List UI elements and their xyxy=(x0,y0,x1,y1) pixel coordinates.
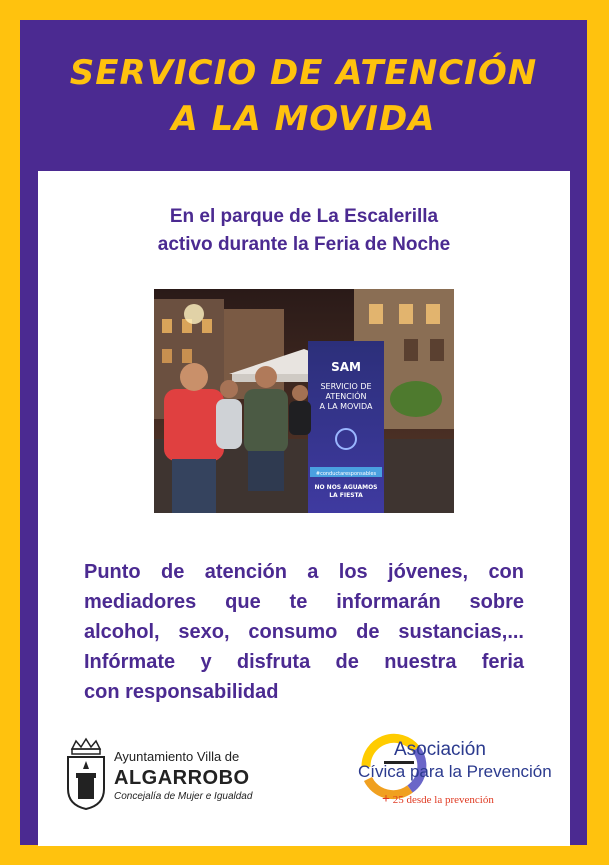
poster-title xyxy=(20,50,587,142)
banner-slogan-1: NO NOS AGUAMOS xyxy=(314,484,378,491)
asociacion-line-2: Cívica para la Prevención xyxy=(358,762,552,781)
subtitle-line-2: activo durante la Feria de Noche xyxy=(157,234,451,255)
location-subtitle xyxy=(38,203,570,259)
title-line-1: SERVICIO DE ATENCIÓN xyxy=(69,53,538,93)
asociacion-tagline xyxy=(382,792,494,808)
service-description xyxy=(84,557,524,707)
title-line-2: A LA MOVIDA xyxy=(171,99,436,139)
description-line-3: alcohol, sexo, consumo de sustancias,... xyxy=(84,621,524,643)
banner-logo: SAM xyxy=(331,360,361,374)
crest-icon xyxy=(64,737,108,811)
subtitle-line-1: En el parque de La Escalerilla xyxy=(169,206,439,227)
banner-title-1: SERVICIO DE xyxy=(320,382,372,391)
description-line-2: mediadores que te informarán sobre xyxy=(84,591,524,613)
ayuntamiento-name: ALGARROBO xyxy=(114,767,250,789)
content-panel xyxy=(38,171,570,846)
asociacion-logo xyxy=(354,727,554,822)
description-line-5: con responsabilidad xyxy=(84,681,279,703)
asociacion-line-1: Asociación xyxy=(394,739,486,760)
event-photo xyxy=(154,289,454,513)
asociacion-tagline-text: 25 desde la prevención xyxy=(392,794,494,806)
ayuntamiento-line: Ayuntamiento Villa de xyxy=(114,749,240,764)
banner-title-3: A LA MOVIDA xyxy=(319,402,373,411)
banner-hashtag: #conductaresponsables xyxy=(315,471,377,477)
description-line-4: Infórmate y disfruta de nuestra feria xyxy=(84,651,524,673)
banner-title-2: ATENCIÓN xyxy=(325,392,367,401)
banner-slogan-2: LA FIESTA xyxy=(329,492,363,499)
ayuntamiento-logo xyxy=(64,737,304,817)
description-line-1: Punto de atención a los jóvenes, con xyxy=(84,561,524,583)
poster-frame xyxy=(20,20,587,845)
plus-icon: + xyxy=(382,792,390,807)
ayuntamiento-sub: Concejalía de Mujer e Igualdad xyxy=(114,791,253,802)
